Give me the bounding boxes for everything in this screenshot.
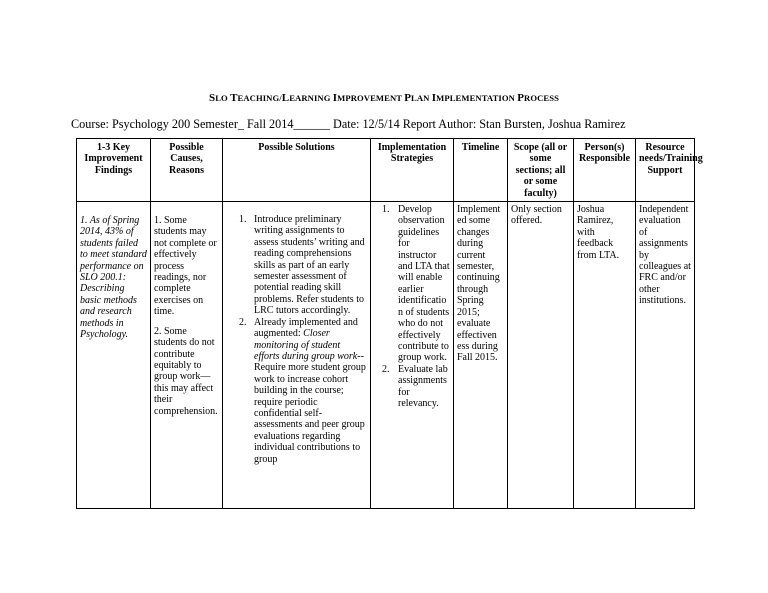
strategy-1: 1. Develop observation guidelines for instructor and LTA that will enable earlier identificatio n of students who do not effectively contribute to group work. [392,204,450,364]
cell-possible-solutions [223,202,371,509]
header-scope: Scope (all or some sections; all or some faculty) [508,139,574,202]
cause-1-text: 1. Some students may not complete or effectively process readings, nor complete exercises on time. [154,215,217,318]
cell-key-finding [77,202,151,509]
cause-2-text: 2. Some students do not contribute equitably to group work—this may affect their comprehension. [154,325,218,417]
solution-2: 2. Already implemented and augmented: Closer monitoring of student efforts during group work--Require more student group work to increase cohort building in the course; require periodic confidential self-assessments and peer group evaluations regarding individual contributions to group [249,317,367,465]
improvement-plan-table [76,138,703,509]
key-finding-text: 1. As of Spring 2014, 43% of students failed to meet standard performance on SLO 200.1: Describing basic methods and research methods in Psychology. [80,215,147,341]
header-key-findings: 1-3 Key Improvement Findings [77,139,151,202]
table-row [77,202,695,509]
table-header-row [77,139,695,202]
cell-timeline: Implement ed some changes during current semester, continuing through Spring 2015; evaluate effectiven ess during Fall 2015. [454,202,508,509]
header-timeline: Timeline [454,139,508,202]
cell-scope: Only section offered. [508,202,574,509]
cell-resource-needs: Independent evaluation of assignments by colleagues at FRC and/or other institutions. [636,202,695,509]
strategy-2: 2. Evaluate lab assignments for relevancy. [392,364,450,410]
solution-1: 1. Introduce preliminary writing assignments to assess students’ writing and reading comprehensions skills as part of an early semester assessment of potential reading skill problems. Refer students to LRC tutors accordingly. [249,214,367,317]
solution-2-emphasis: Closer monitoring of student efforts during group work [254,328,358,362]
document-title: SLO TEACHING/LEARNING IMPROVEMENT PLAN IMPLEMENTATION PROCESS [208,92,560,104]
cell-possible-causes [151,202,223,509]
header-resource-needs: Resource needs/Training Support [636,139,695,202]
header-implementation-strategies: Implementation Strategies [371,139,454,202]
header-possible-causes: Possible Causes, Reasons [151,139,223,202]
header-possible-solutions: Possible Solutions [223,139,371,202]
course-info-line: Course: Psychology 200 Semester_ Fall 2014______ Date: 12/5/14 Report Author: Stan Bursten, Joshua Ramirez [71,117,626,131]
cell-implementation-strategies [371,202,454,509]
cell-persons-responsible: Joshua Ramirez, with feedback from LTA. [574,202,636,509]
header-persons-responsible: Person(s) Responsible [574,139,636,202]
